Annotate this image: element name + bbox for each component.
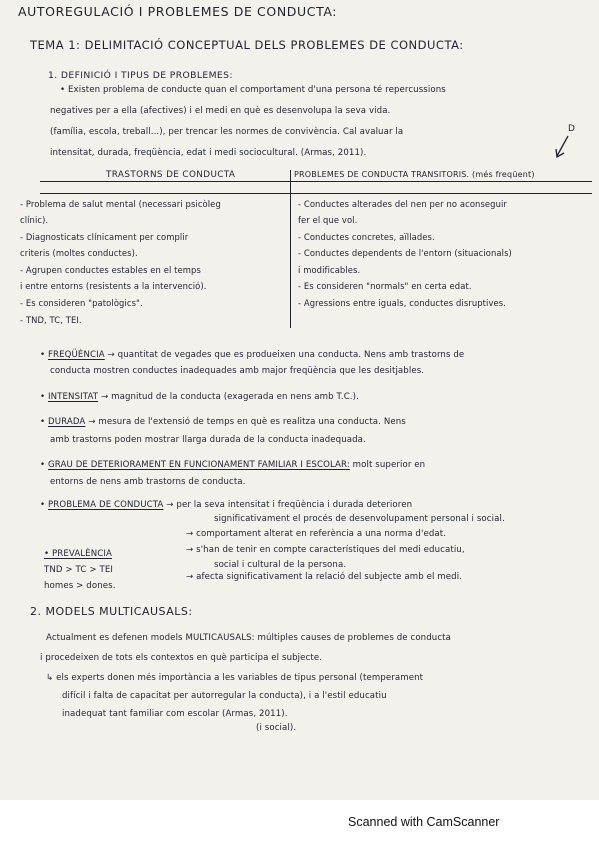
table-right-line-7: - Agressions entre iguals, conductes disruptives. — [298, 298, 507, 308]
table-right-line-5: i modificables. — [298, 265, 361, 275]
criterion-problema-line-2: significativament el procés de desenvolupament personal i social. — [214, 514, 505, 524]
scanner-watermark: Scanned with CamScanner — [348, 815, 500, 829]
margin-mark: D — [568, 124, 576, 134]
criterion-frequencia: • FREQÜÈNCIA → quantitat de vegades que es produeixen una conducta. Nens amb trastorns de — [40, 350, 465, 360]
section2-line-4: difícil i falta de capacitat per autorregular la conducta), i a l'estil educatiu — [62, 691, 387, 701]
table-right-line-3: - Conductes concretes, aïllades. — [298, 232, 435, 242]
criterion-intensitat: • INTENSITAT → magnitud de la conducta (exagerada en nens amb T.C.). — [40, 392, 359, 402]
criterion-durada: • DURADA → mesura de l'extensió de temps en què es realitza una conducta. Nens — [40, 417, 406, 427]
section1-line-2: negatives per a ella (afectives) i el medi en què es desenvolupa la seva vida. — [50, 106, 391, 116]
table-left-line-1: - Problema de salut mental (necessari psicòleg — [20, 199, 221, 209]
section1-line-3: (família, escola, treball...), per trencar les normes de convivència. Cal avaluar la — [50, 127, 404, 137]
tema-heading: TEMA 1: DELIMITACIÓ CONCEPTUAL DELS PROBLEMES DE CONDUCTA: — [30, 38, 464, 52]
criterion-frequencia-cont: conducta mostren conductes inadequades amb major freqüència que les desitjables. — [50, 366, 425, 376]
criterion-term: GRAU DE DETERIORAMENT EN FUNCIONAMENT FAMILIAR I ESCOLAR: — [48, 460, 350, 470]
section2-line-3: ↳ els experts donen més importància a les variables de tipus personal (temperament — [46, 673, 424, 683]
section2-line-6: (i social). — [256, 723, 297, 733]
section1-heading: 1. DEFINICIÓ I TIPUS DE PROBLEMES: — [48, 70, 233, 81]
table-left-line-6: i entre entorns (resistents a la intervenció). — [20, 281, 207, 291]
criterion-grau: • GRAU DE DETERIORAMENT EN FUNCIONAMENT FAMILIAR I ESCOLAR: molt superior en — [40, 460, 426, 470]
table-left-line-8: - TND, TC, TEI. — [20, 315, 82, 325]
table-right-header: PROBLEMES DE CONDUCTA TRANSITORIS. (més freqüent) — [294, 170, 535, 179]
criterion-term: INTENSITAT — [48, 392, 99, 402]
table-left-line-5: - Agrupen conductes estables en el temps — [20, 265, 201, 275]
table-header-rule — [40, 193, 592, 194]
document-title: AUTOREGULACIÓ I PROBLEMES DE CONDUCTA: — [18, 4, 338, 19]
table-top-rule — [40, 181, 592, 182]
margin-arrow-icon — [552, 134, 572, 160]
criterion-problema-line-4: → s'han de tenir en compte característiques del medi educatiu, — [186, 545, 465, 555]
section2-line-1: Actualment es defenen models MULTICAUSALS: múltiples causes de problemes de conducta — [46, 633, 451, 643]
criterion-problema-line-6: → afecta significativament la relació del subjecte amb el medi. — [186, 572, 463, 582]
section2-heading: 2. MODELS MULTICAUSALS: — [30, 605, 193, 618]
criterion-problema-line-5: social i cultural de la persona. — [214, 560, 347, 570]
table-right-line-4: - Conductes dependents de l'entorn (situacionals) — [298, 248, 512, 258]
criterion-term: FREQÜÈNCIA — [48, 350, 105, 360]
table-left-line-2: clínic). — [20, 215, 49, 225]
table-left-header: TRASTORNS DE CONDUCTA — [106, 170, 236, 180]
criterion-grau-cont: entorns de nens amb trastorns de conducta. — [50, 477, 246, 487]
criterion-problema: • PROBLEMA DE CONDUCTA → per la seva intensitat i freqüència i durada deterioren — [40, 500, 413, 510]
criterion-durada-cont: amb trastorns poden mostrar llarga durada de la conducta inadequada. — [50, 435, 366, 445]
table-left-line-7: - Es consideren "patològics". — [20, 298, 143, 308]
table-left-line-3: - Diagnosticats clínicament per complir — [20, 232, 189, 242]
criterion-line: → per la seva intensitat i freqüència i durada deterioren — [166, 500, 413, 510]
table-left-line-4: criteris (moltes conductes). — [20, 248, 138, 258]
section2-line-5: inadequat tant familiar com escolar (Armas, 2011). — [62, 709, 288, 719]
criterion-line: → mesura de l'extensió de temps en què es realitza una conducta. Nens — [88, 417, 406, 427]
prevalence-line-1: TND > TC > TEI — [44, 565, 113, 575]
table-right-line-1: - Conductes alterades del nen per no aconseguir — [298, 199, 507, 209]
criterion-line: molt superior en — [352, 460, 426, 470]
criterion-term: PROBLEMA DE CONDUCTA — [48, 500, 164, 510]
criterion-line: → magnitud de la conducta (exagerada en nens amb T.C.). — [100, 392, 359, 402]
criterion-line: → quantitat de vegades que es produeixen una conducta. Nens amb trastorns de — [107, 350, 465, 360]
table-right-line-6: - Es consideren "normals" en certa edat. — [298, 281, 472, 291]
table-column-divider — [290, 170, 291, 328]
table-right-line-2: fer el que vol. — [298, 215, 358, 225]
prevalence-line-2: homes > dones. — [44, 581, 116, 591]
criterion-term: DURADA — [48, 417, 86, 427]
section1-line-1: • Existen problema de conducte quan el comportament d'una persona té repercussions — [60, 85, 446, 95]
section1-line-4: intensitat, durada, freqüència, edat i medi sociocultural. (Armas, 2011). — [50, 148, 367, 158]
criterion-problema-line-3: → comportament alterat en referència a una norma d'edat. — [186, 529, 447, 539]
section2-line-2: i procedeixen de tots els contextos en què participa el subjecte. — [40, 653, 323, 663]
prevalence-term: • PREVALÈNCIA — [44, 549, 112, 559]
